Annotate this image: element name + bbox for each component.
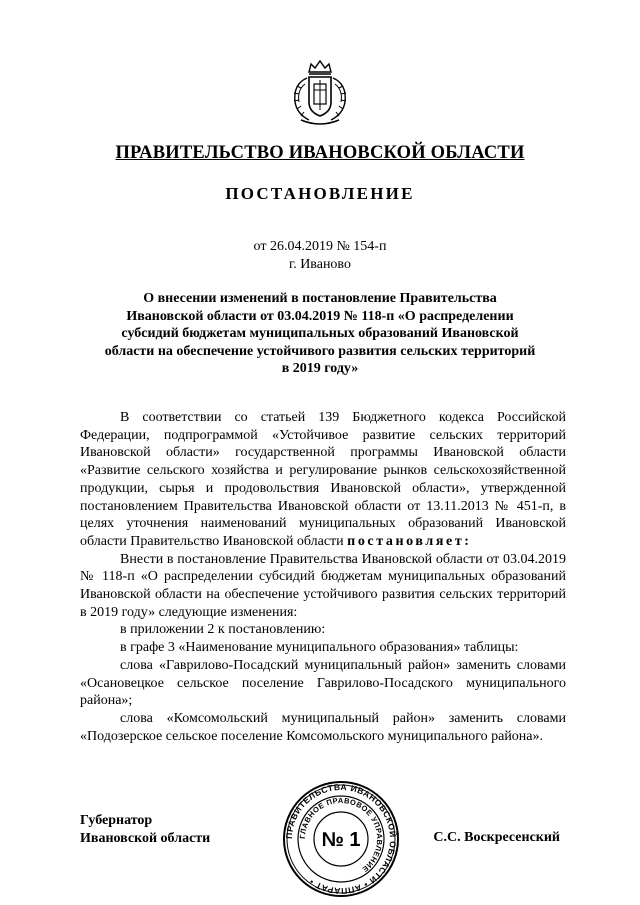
- document-type: ПОСТАНОВЛЕНИЕ: [225, 184, 415, 203]
- subject-line: области на обеспечение устойчивого развития сельских территорий: [104, 343, 536, 359]
- seal-inner-text: ГЛАВНОЕ ПРАВОВОЕ УПРАВЛЕНИЕ: [297, 795, 385, 875]
- signatory-role-line: Губернатор: [80, 813, 153, 828]
- body-paragraph: Внести в постановление Правительства Ивановской области от 03.04.2019 № 118-п «О распределении субсидий бюджетам муниципальных образований Ивановской области на обеспечение устойчивого развития сельских территорий в 2019 году» следующие изменения:: [80, 551, 566, 620]
- signatory-name: С.С. Воскресенский: [433, 830, 560, 845]
- body-paragraph: в приложении 2 к постановлению:: [120, 622, 326, 638]
- subject-line: субсидий бюджетам муниципальных образований Ивановской: [121, 326, 519, 342]
- document-city: г. Иваново: [289, 257, 351, 272]
- coat-of-arms-icon: [287, 58, 353, 128]
- resolves-word: постановляет:: [347, 533, 472, 549]
- seal-ring-text: ПРАВИТЕЛЬСТВА ИВАНОВСКОЙ ОБЛАСТИ • АППАРАТ •: [283, 781, 399, 897]
- signatory-role-line: Ивановской области: [80, 830, 211, 846]
- subject-line: в 2019 году»: [281, 361, 359, 377]
- subject-line: Ивановской области от 03.04.2019 № 118-п «О распределении: [126, 308, 514, 324]
- preamble-text: В соответствии со статьей 139 Бюджетного кодекса Российской Федерации, подпрограммой «Устойчивое развитие сельских территорий Ивановской области» государственной программы Ивановской области «Развитие сельского хозяйства и регулирование рынков сельскохозяйственной продукции, сырья и продовольствия Ивановской области», утвержденной постановлением Правительства Ивановской области от 13.11.2013 № 451-п, в целях уточнения наименований муниципальных образований Ивановской области Правительство Ивановской области: [80, 410, 566, 549]
- seal-number: № 1: [321, 829, 361, 851]
- official-seal-icon: [282, 780, 400, 898]
- signatory-role: [80, 812, 210, 847]
- document-body: [80, 409, 566, 745]
- document-subject: [88, 290, 552, 378]
- body-paragraph: слова «Комсомольский муниципальный район» заменить словами «Подозерское сельское поселение Комсомольского муниципального района».: [80, 710, 566, 744]
- government-title: ПРАВИТЕЛЬСТВО ИВАНОВСКОЙ ОБЛАСТИ: [115, 143, 525, 163]
- body-paragraph: слова «Гаврилово-Посадский муниципальный район» заменить словами «Осановецкое сельское поселение Гаврилово-Посадского муниципального района»;: [80, 657, 566, 709]
- document-date-number: от 26.04.2019 № 154-п: [253, 239, 387, 254]
- subject-line: О внесении изменений в постановление Правительства: [143, 291, 497, 306]
- body-paragraph: [80, 409, 566, 551]
- body-paragraph: в графе 3 «Наименование муниципального образования» таблицы:: [120, 640, 519, 656]
